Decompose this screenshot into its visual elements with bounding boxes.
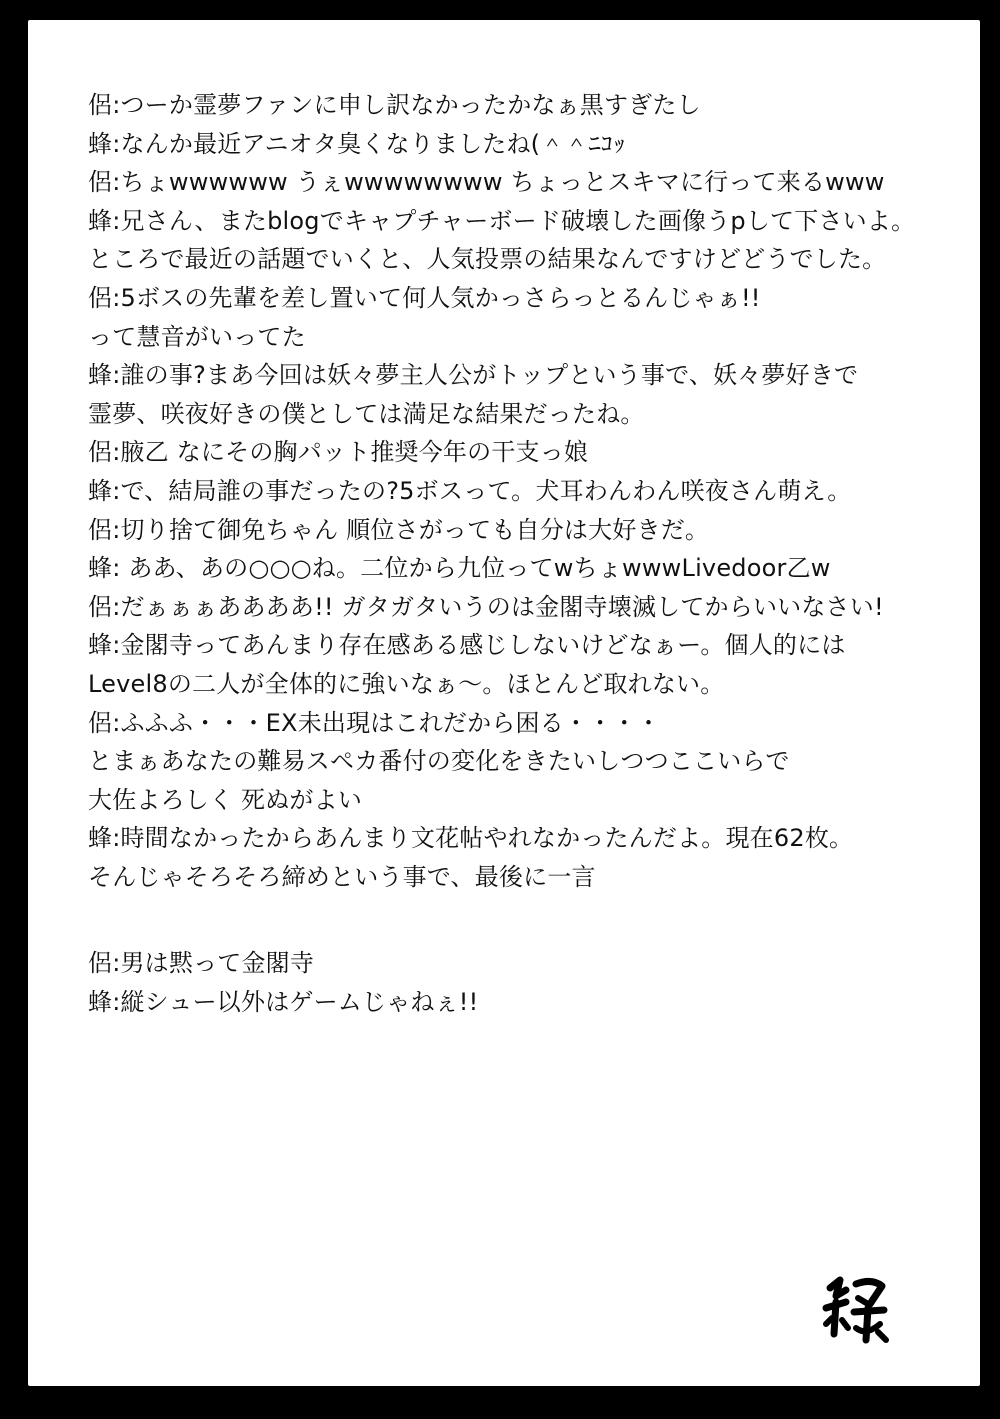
dialogue-line: Level8の二人が全体的に強いなぁ〜。ほとんど取れない。 [88,669,725,698]
dialogue-line: 侶:腋乙 なにその胸パット推奨今年の干支っ娘 [88,438,589,467]
dialogue-line: 大佐よろしく 死ぬがよい [88,785,363,814]
dialogue-line: 蜂:誰の事?まあ今回は妖々夢主人公がトップという事で、妖々夢好きで [88,361,859,390]
dialogue-line: 霊夢、咲夜好きの僕としては満足な結果だったね。 [88,399,645,428]
dialogue-text [88,86,968,1022]
dialogue-line: とまぁあなたの難易スペカ番付の変化をきたいしつつここいらで [88,747,790,776]
dialogue-line: 侶:ふふふ・・・EX未出現はこれだから困る・・・・ [88,708,661,737]
dialogue-line: 侶:つーか霊夢ファンに申し訳なかったかなぁ黒すぎたし [88,91,701,119]
dialogue-line: 蜂:兄さん、またblogでキャプチャーボード破壊した画像うpして下さいよ。 [88,206,916,235]
dialogue-line: 蜂:で、結局誰の事だったの?5ボスって。犬耳わんわん咲夜さん萌え。 [88,476,852,505]
dialogue-line: 蜂:縦シュー以外はゲームじゃねぇ!! [88,988,479,1017]
dialogue-line: 侶:5ボスの先輩を差し置いて何人気かっさらっとるんじゃぁ!! [88,283,761,312]
dialogue-line: 侶:ちょwwwwww うぇwwwwwwww ちょっとスキマに行って来るwww [88,168,885,197]
blank-line [88,896,968,944]
dialogue-line: 蜂:金閣寺ってあんまり存在感ある感じしないけどなぁー。個人的には [88,631,846,660]
dialogue-line: ところで最近の話題でいくと、人気投票の結果なんですけどどうでした。 [88,245,887,274]
dialogue-line: 蜂:なんか最近アニオタ臭くなりましたね(＾＾ﾆｺｯ [88,129,626,158]
dialogue-line: 侶:男は黙って金閣寺 [88,949,315,978]
dialogue-line: 侶:だぁぁぁああああ!! ガタガタいうのは金閣寺壊滅してからいいなさい! [88,592,884,621]
handwritten-signature-icon [820,1274,892,1346]
dialogue-line: って慧音がいってた [88,322,306,351]
dialogue-line: 侶:切り捨て御免ちゃん 順位さがっても自分は大好きだ。 [88,515,710,544]
dialogue-line: そんじゃそろそろ締めという事で、最後に一言 [88,862,596,891]
dialogue-line: 蜂: ああ、あの○○○ね。二位から九位ってwちょwwwLivedoor乙w [88,554,831,583]
document-page [28,20,980,1386]
dialogue-line: 蜂:時間なかったからあんまり文花帖やれなかったんだよ。現在62枚。 [88,824,854,853]
